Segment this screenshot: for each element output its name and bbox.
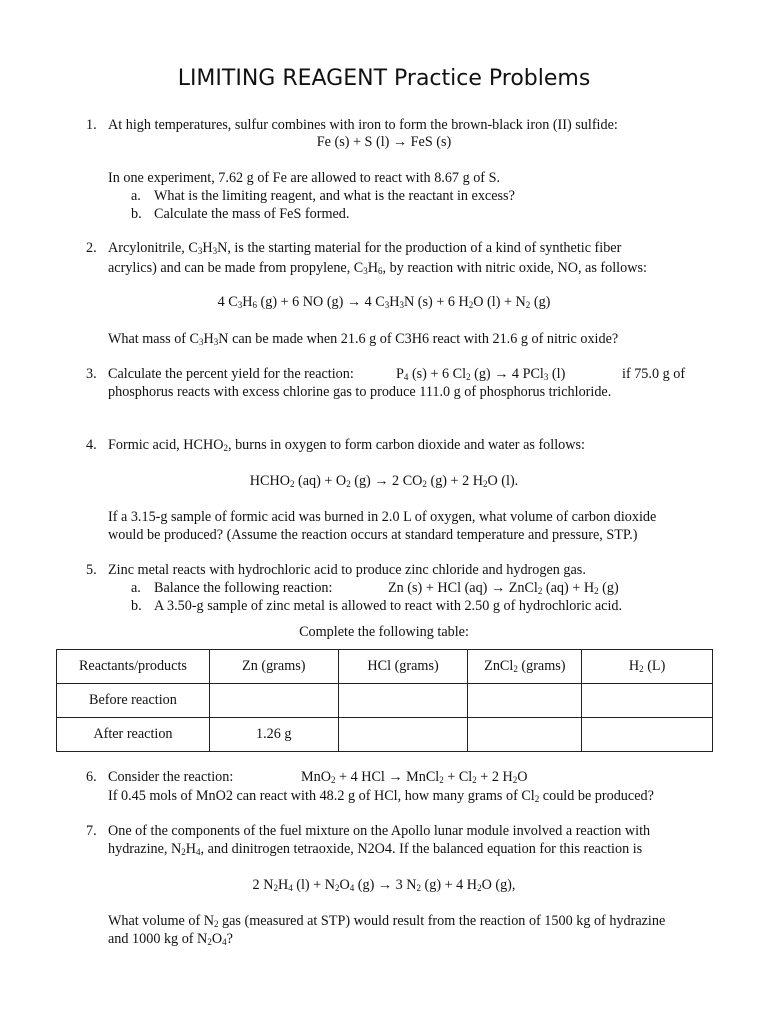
sub-question-text: What is the limiting reagent, and what is the reactant in excess?: [154, 188, 515, 204]
problem-text: Consider the reaction:: [108, 769, 234, 785]
equation: $HCHO_2$ $(aq) + O_2$ (g) → 2 $CO_2$ (g) + 2 $H_2O$ (l).: [249, 473, 519, 489]
table-header-cell: $H_2$ (L): [582, 650, 713, 684]
problem-question: What mass of $C_3H_3N$ can be made when 21.6 g of C3H6 react with 21.6 g of nitric oxide?: [108, 331, 619, 347]
problem-question: What volume of $N_2$ gas (measured at STP) would result from the reaction of 1500 kg of hydrazine: [108, 913, 666, 929]
problem-question: would be produced? (Assume the reaction occurs at standard temperature and pressure, STP.): [108, 527, 638, 543]
problem-number: 2.: [86, 240, 97, 256]
equation: MnO$_2$ + 4 HCl → MnCl$_2$ + $Cl_2 + 2$ $H_2O$: [301, 769, 528, 785]
table-row: [57, 718, 713, 752]
reaction-table: [56, 649, 713, 752]
problem-question: If 0.45 mols of MnO2 can react with 48.2 g of HCl, how many grams of $Cl_2$ could be produced?: [108, 788, 654, 804]
table-header-cell: Reactants/products: [57, 650, 210, 684]
table-header-row: [57, 650, 713, 684]
problem-text: acrylics) and can be made from propylene, $C_3H_6$, by reaction with nitric oxide, NO, as follows:: [108, 260, 647, 276]
problem-number: 5.: [86, 562, 97, 578]
problem-text: Arcylonitrile, $C_3H_3N$, is the starting material for the production of a kind of synthetic fiber: [108, 240, 622, 256]
table-cell-blank[interactable]: [468, 718, 582, 752]
equation: Fe (s) + S (l) → FeS (s): [316, 134, 452, 150]
sub-question-text: Calculate the mass of FeS formed.: [154, 206, 350, 222]
sub-question-label: a.: [131, 580, 141, 596]
problem-text: Zinc metal reacts with hydrochloric acid to produce zinc chloride and hydrogen gas.: [108, 562, 586, 578]
equation: 4 $C_3H_6$ (g) + 6 NO (g) → 4 $C_3H_3N$ (s) + 6 $H_2O$ $(l) + N_2$ (g): [217, 294, 551, 310]
table-row-label: After reaction: [57, 718, 210, 752]
problem-question: and 1000 kg of $N_2O_4$?: [108, 931, 233, 947]
table-row: [57, 684, 713, 718]
problem-text: hydrazine, $N_2H_4$, and dinitrogen tetraoxide, N2O4. If the balanced equation for this reaction is: [108, 841, 643, 857]
problem-number: 3.: [86, 366, 97, 382]
table-cell: 1.26 g: [209, 718, 338, 752]
table-cell-blank[interactable]: [582, 718, 713, 752]
problem-text: if 75.0 g of: [622, 366, 686, 382]
table-row-label: Before reaction: [57, 684, 210, 718]
sub-question-label: a.: [131, 188, 141, 204]
problem-text: One of the components of the fuel mixture on the Apollo lunar module involved a reaction with: [108, 823, 651, 839]
problem-text: Calculate the percent yield for the reaction:: [108, 366, 354, 382]
sub-question-text: A 3.50-g sample of zinc metal is allowed to react with 2.50 g of hydrochloric acid.: [154, 598, 623, 614]
problem-text: Formic acid, $HCHO_2$, burns in oxygen to form carbon dioxide and water as follows:: [108, 437, 585, 453]
table-header-cell: ZnCl$_2$ (grams): [468, 650, 582, 684]
problem-text: At high temperatures, sulfur combines with iron to form the brown-black iron (II) sulfide:: [108, 117, 618, 133]
problem-number: 6.: [86, 769, 97, 785]
table-header-cell: Zn (grams): [209, 650, 338, 684]
sub-question-text: Balance the following reaction:: [154, 580, 333, 596]
problem-number: 4.: [86, 437, 97, 453]
table-cell-blank[interactable]: [338, 684, 468, 718]
sub-question-label: b.: [131, 598, 142, 614]
problem-number: 1.: [86, 117, 97, 133]
problem-question: If a 3.15-g sample of formic acid was burned in 2.0 L of oxygen, what volume of carbon dioxide: [108, 509, 657, 525]
problem-text: In one experiment, 7.62 g of Fe are allowed to react with 8.67 g of S.: [108, 170, 501, 186]
equation: $P_4$ (s) + 6 $Cl_2$ (g) → 4 PCl$_3$ (l): [396, 366, 566, 382]
problem-text: phosphorus reacts with excess chlorine gas to produce 111.0 g of phosphorus trichloride.: [108, 384, 612, 400]
table-caption: Complete the following table:: [299, 624, 469, 640]
problem-number: 7.: [86, 823, 97, 839]
sub-question-label: b.: [131, 206, 142, 222]
table-header-cell: HCl (grams): [338, 650, 468, 684]
page-title: LIMITING REAGENT Practice Problems: [177, 66, 591, 91]
table-cell-blank[interactable]: [468, 684, 582, 718]
table-cell-blank[interactable]: [209, 684, 338, 718]
table-cell-blank[interactable]: [338, 718, 468, 752]
table-cell-blank[interactable]: [582, 684, 713, 718]
equation: 2 $N_2H_4$ $(l) + N_2O_4$ (g) → 3 $N_2$ (g) + 4 $H_2O$ (g),: [252, 877, 516, 893]
equation: Zn (s) + HCl (aq) → ZnCl$_2$ $(aq) + H_2$ (g): [388, 580, 619, 596]
